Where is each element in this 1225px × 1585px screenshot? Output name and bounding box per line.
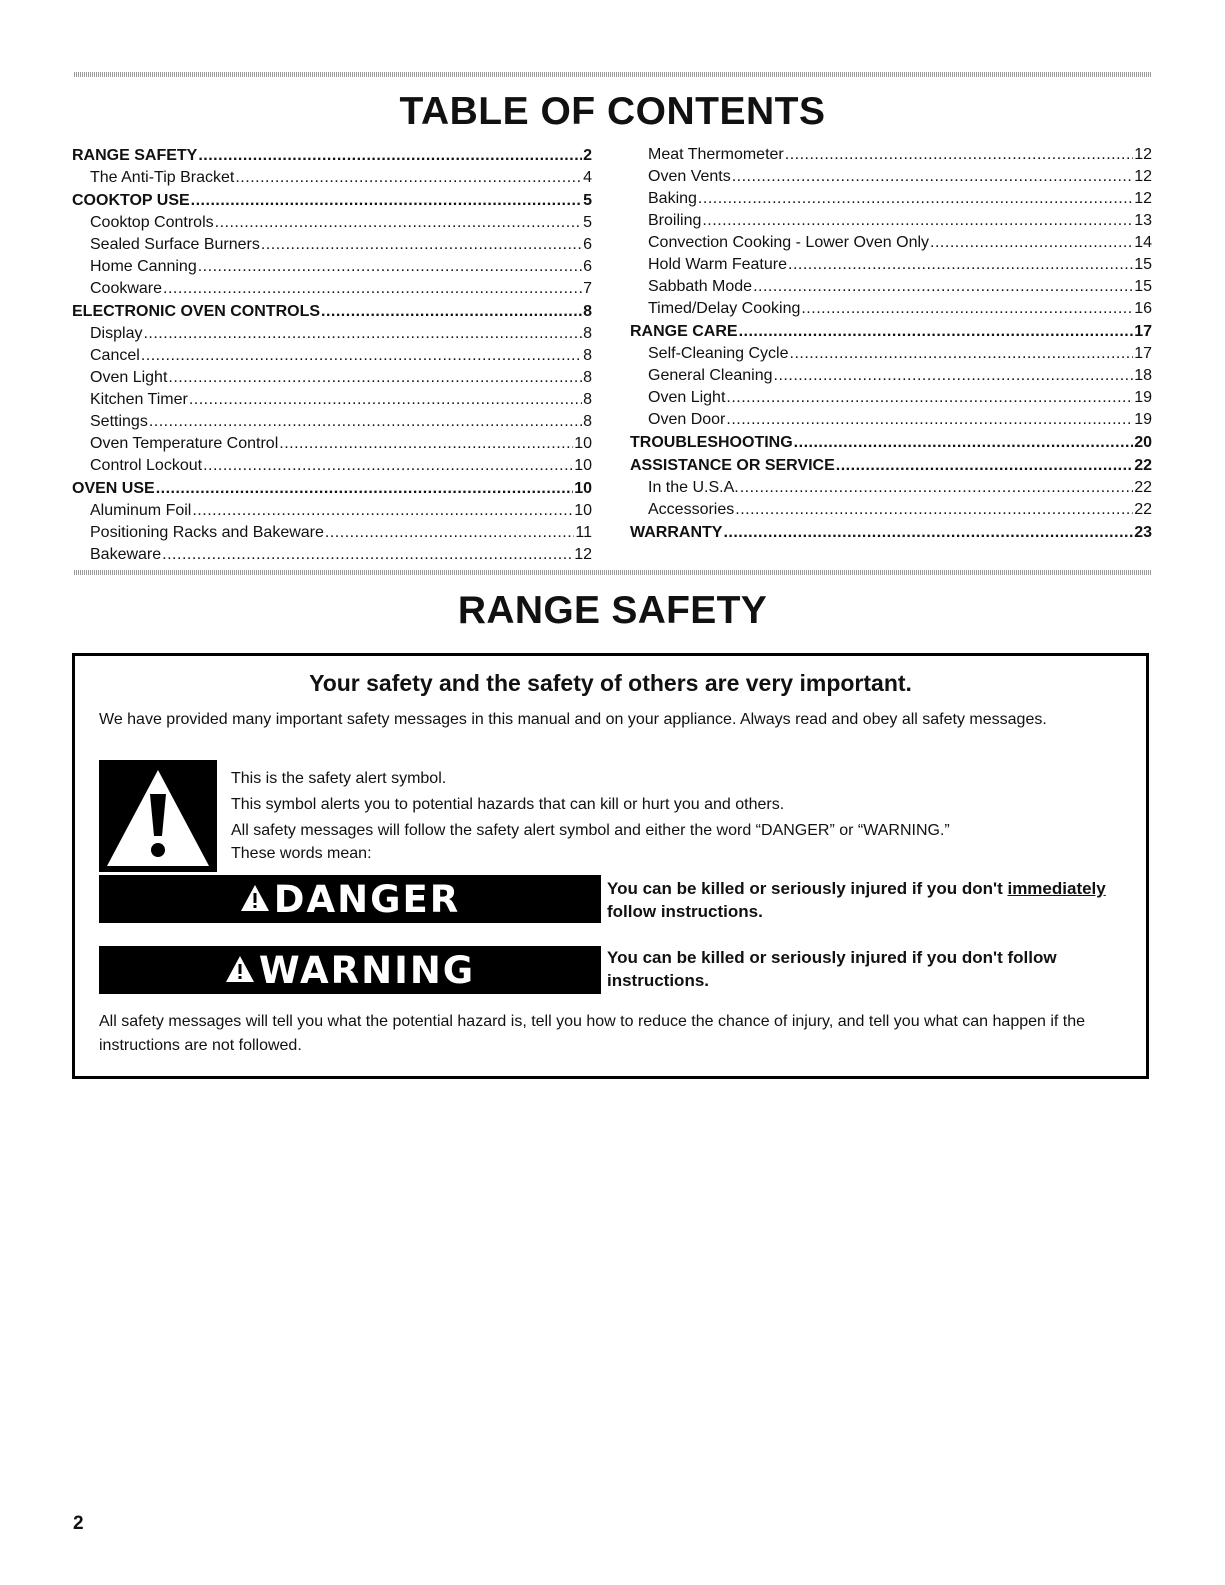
toc-dot-leader xyxy=(702,211,1133,231)
page-number: 2 xyxy=(73,1513,84,1534)
toc-entry-label: ASSISTANCE OR SERVICE xyxy=(630,457,835,474)
toc-entry-label: RANGE CARE xyxy=(630,323,738,340)
toc-entry-page: 20 xyxy=(1134,434,1152,451)
toc-entry[interactable] xyxy=(72,277,592,299)
toc-entry-page: 22 xyxy=(1134,501,1152,518)
toc-dot-leader xyxy=(325,523,574,543)
toc-entry-page: 2 xyxy=(583,147,592,164)
toc-dot-leader xyxy=(149,412,582,432)
toc-dot-leader xyxy=(203,456,573,476)
toc-entry[interactable] xyxy=(72,521,592,543)
toc-dot-leader xyxy=(191,191,582,211)
toc-entry-page: 8 xyxy=(583,391,592,408)
toc-entry-page: 14 xyxy=(1134,234,1152,251)
warning-triangle-icon xyxy=(225,949,255,992)
toc-entry-page: 16 xyxy=(1134,300,1152,317)
toc-entry-page: 13 xyxy=(1134,212,1152,229)
danger-signal-panel xyxy=(99,875,601,923)
toc-entry-page: 15 xyxy=(1134,256,1152,273)
toc-entry-page: 19 xyxy=(1134,389,1152,406)
toc-entry-label: Oven Vents xyxy=(648,168,731,185)
toc-dot-leader xyxy=(189,390,582,410)
toc-dot-leader xyxy=(788,255,1133,275)
toc-entry-page: 12 xyxy=(1134,190,1152,207)
toc-dot-leader xyxy=(836,456,1133,476)
toc-dot-leader xyxy=(168,368,582,388)
toc-entry-label: Display xyxy=(90,325,143,342)
toc-title: TABLE OF CONTENTS xyxy=(399,90,826,133)
toc-entry[interactable] xyxy=(72,454,592,476)
toc-entry[interactable] xyxy=(72,143,592,166)
toc-entry-label: Convection Cooking - Lower Oven Only xyxy=(648,234,930,251)
toc-entry[interactable] xyxy=(630,342,1152,364)
toc-dot-leader xyxy=(801,299,1133,319)
toc-entry-label: Sabbath Mode xyxy=(648,278,753,295)
toc-entry[interactable] xyxy=(630,498,1152,520)
toc-entry[interactable] xyxy=(72,476,592,499)
toc-dot-leader xyxy=(726,410,1133,430)
toc-entry[interactable] xyxy=(72,233,592,255)
toc-dot-leader xyxy=(143,324,582,344)
toc-column-right xyxy=(630,143,1152,543)
toc-entry-label: Aluminum Foil xyxy=(90,502,192,519)
top-divider xyxy=(74,72,1152,77)
toc-entry[interactable] xyxy=(630,209,1152,231)
toc-entry-label: Cancel xyxy=(90,347,140,364)
toc-entry-label: General Cleaning xyxy=(648,367,773,384)
toc-entry-label: Oven Light xyxy=(648,389,726,406)
toc-entry-label: Cookware xyxy=(90,280,163,297)
toc-entry-label: COOKTOP USE xyxy=(72,192,190,209)
toc-entry-label: Sealed Surface Burners xyxy=(90,236,260,253)
toc-dot-leader xyxy=(740,478,1133,498)
toc-entry[interactable] xyxy=(630,386,1152,408)
toc-dot-leader xyxy=(774,366,1134,386)
danger-description: You can be killed or seriously injured if you don't immediately follow instructions. xyxy=(607,879,1106,921)
warning-label: WARNING xyxy=(258,948,476,992)
toc-entry[interactable] xyxy=(630,253,1152,275)
toc-entry-label: In the U.S.A. xyxy=(648,479,739,496)
toc-entry[interactable] xyxy=(630,520,1152,543)
toc-entry[interactable] xyxy=(630,453,1152,476)
emphasis-immediately: immediately xyxy=(1007,879,1106,898)
toc-entry-label: Self-Cleaning Cycle xyxy=(648,345,789,362)
toc-dot-leader xyxy=(156,479,574,499)
toc-entry[interactable] xyxy=(72,188,592,211)
toc-entry-page: 22 xyxy=(1134,457,1152,474)
alert-line: This is the safety alert symbol. xyxy=(231,770,447,787)
toc-entry-page: 22 xyxy=(1134,479,1152,496)
toc-entry-label: Oven Light xyxy=(90,369,168,386)
toc-entry[interactable] xyxy=(630,187,1152,209)
safety-box xyxy=(72,653,1149,1079)
safety-heading: Your safety and the safety of others are very important. xyxy=(309,670,912,696)
toc-entry-page: 8 xyxy=(583,413,592,430)
toc-entry-label: Bakeware xyxy=(90,546,162,563)
toc-entry-label: OVEN USE xyxy=(72,480,155,497)
toc-dot-leader xyxy=(279,434,573,454)
toc-entry[interactable] xyxy=(630,275,1152,297)
alert-line: This symbol alerts you to potential hazards that can kill or hurt you and others. xyxy=(231,796,785,813)
toc-entry-label: Oven Door xyxy=(648,411,726,428)
toc-entry-page: 8 xyxy=(583,303,592,320)
toc-entry-page: 12 xyxy=(1134,146,1152,163)
toc-dot-leader xyxy=(794,433,1134,453)
toc-entry-page: 12 xyxy=(574,546,592,563)
toc-dot-leader xyxy=(141,346,582,366)
toc-entry[interactable] xyxy=(630,231,1152,253)
toc-entry[interactable] xyxy=(72,322,592,344)
toc-dot-leader xyxy=(698,189,1133,209)
toc-entry[interactable] xyxy=(72,166,592,188)
warning-triangle-icon xyxy=(240,878,270,921)
toc-entry-label: Settings xyxy=(90,413,148,430)
toc-entry-label: Home Canning xyxy=(90,258,197,275)
toc-entry-page: 6 xyxy=(583,236,592,253)
toc-dot-leader xyxy=(162,545,573,565)
toc-dot-leader xyxy=(235,168,582,188)
toc-entry-label: ELECTRONIC OVEN CONTROLS xyxy=(72,303,321,320)
toc-entry-label: Control Lockout xyxy=(90,457,203,474)
toc-entry[interactable] xyxy=(72,255,592,277)
toc-entry-page: 6 xyxy=(583,258,592,275)
toc-entry-page: 17 xyxy=(1134,323,1152,340)
toc-dot-leader xyxy=(321,302,582,322)
toc-entry-page: 11 xyxy=(575,524,592,541)
toc-entry-label: Positioning Racks and Bakeware xyxy=(90,524,324,541)
toc-entry-label: The Anti-Tip Bracket xyxy=(90,169,235,186)
danger-label: DANGER xyxy=(273,877,461,921)
toc-entry[interactable] xyxy=(72,211,592,233)
toc-dot-leader xyxy=(215,213,582,233)
toc-entry-page: 4 xyxy=(583,169,592,186)
toc-dot-leader xyxy=(732,167,1133,187)
toc-dot-leader xyxy=(790,344,1134,364)
toc-dot-leader xyxy=(735,500,1133,520)
toc-entry[interactable] xyxy=(630,476,1152,498)
toc-entry-page: 12 xyxy=(1134,168,1152,185)
toc-entry-label: Meat Thermometer xyxy=(648,146,784,163)
warning-signal-panel xyxy=(99,946,601,994)
toc-entry[interactable] xyxy=(72,432,592,454)
toc-entry-page: 10 xyxy=(574,457,592,474)
toc-entry-label: Timed/Delay Cooking xyxy=(648,300,801,317)
toc-entry-label: Accessories xyxy=(648,501,735,518)
toc-entry-page: 8 xyxy=(583,325,592,342)
section-title: RANGE SAFETY xyxy=(457,589,768,632)
toc-dot-leader xyxy=(163,279,582,299)
toc-dot-leader xyxy=(198,257,582,277)
toc-entry-label: WARRANTY xyxy=(630,524,723,541)
warning-description: You can be killed or seriously injured if you don't follow instructions. xyxy=(607,948,1057,990)
toc-entry-page: 8 xyxy=(583,347,592,364)
toc-entry-page: 10 xyxy=(574,435,592,452)
toc-entry-page: 10 xyxy=(574,502,592,519)
toc-entry[interactable] xyxy=(630,319,1152,342)
toc-entry[interactable] xyxy=(72,344,592,366)
toc-dot-leader xyxy=(753,277,1133,297)
toc-entry[interactable] xyxy=(72,410,592,432)
safety-alert-triangle-icon xyxy=(99,760,217,872)
toc-entry-label: RANGE SAFETY xyxy=(72,147,198,164)
safety-alert-explanation xyxy=(231,766,1111,864)
section-divider xyxy=(74,570,1152,575)
toc-entry[interactable] xyxy=(630,297,1152,319)
toc-entry-page: 23 xyxy=(1134,524,1152,541)
toc-column-left xyxy=(72,143,592,565)
toc-dot-leader xyxy=(930,233,1133,253)
toc-dot-leader xyxy=(726,388,1133,408)
toc-entry[interactable] xyxy=(630,143,1152,165)
toc-dot-leader xyxy=(785,145,1133,165)
safety-intro: We have provided many important safety messages in this manual and on your appliance. Always read and obey all safety messages. xyxy=(99,711,1047,728)
safety-closing: All safety messages will tell you what the potential hazard is, tell you how to reduce the chance of injury, and tell you what can happen if the instructions are not followed. xyxy=(99,1013,1086,1054)
toc-entry-page: 17 xyxy=(1134,345,1152,362)
toc-entry-page: 19 xyxy=(1134,411,1152,428)
toc-entry[interactable] xyxy=(630,364,1152,386)
toc-entry[interactable] xyxy=(72,388,592,410)
toc-entry-page: 7 xyxy=(583,280,592,297)
toc-dot-leader xyxy=(192,501,573,521)
toc-entry-label: Broiling xyxy=(648,212,702,229)
toc-entry[interactable] xyxy=(630,430,1152,453)
toc-entry-label: Baking xyxy=(648,190,697,207)
toc-entry-label: TROUBLESHOOTING xyxy=(630,434,793,451)
toc-entry-page: 18 xyxy=(1134,367,1152,384)
toc-entry-label: Kitchen Timer xyxy=(90,391,188,408)
toc-entry-label: Hold Warm Feature xyxy=(648,256,787,273)
toc-entry[interactable] xyxy=(72,499,592,521)
toc-entry[interactable] xyxy=(72,543,592,565)
toc-entry[interactable] xyxy=(72,366,592,388)
toc-entry-label: Oven Temperature Control xyxy=(90,435,279,452)
toc-dot-leader xyxy=(723,523,1133,543)
alert-line: All safety messages will follow the safety alert symbol and either the word “DANGER” or “WARNING.” xyxy=(231,822,950,839)
toc-dot-leader xyxy=(261,235,582,255)
toc-entry-page: 15 xyxy=(1134,278,1152,295)
toc-dot-leader xyxy=(198,146,582,166)
toc-entry[interactable] xyxy=(630,408,1152,430)
toc-entry-page: 8 xyxy=(583,369,592,386)
toc-entry-page: 10 xyxy=(574,480,592,497)
toc-entry-page: 5 xyxy=(583,192,592,209)
toc-entry[interactable] xyxy=(72,299,592,322)
toc-dot-leader xyxy=(739,322,1134,342)
alert-line: These words mean: xyxy=(231,845,372,862)
toc-entry-label: Cooktop Controls xyxy=(90,214,214,231)
toc-entry[interactable] xyxy=(630,165,1152,187)
toc-entry-page: 5 xyxy=(583,214,592,231)
